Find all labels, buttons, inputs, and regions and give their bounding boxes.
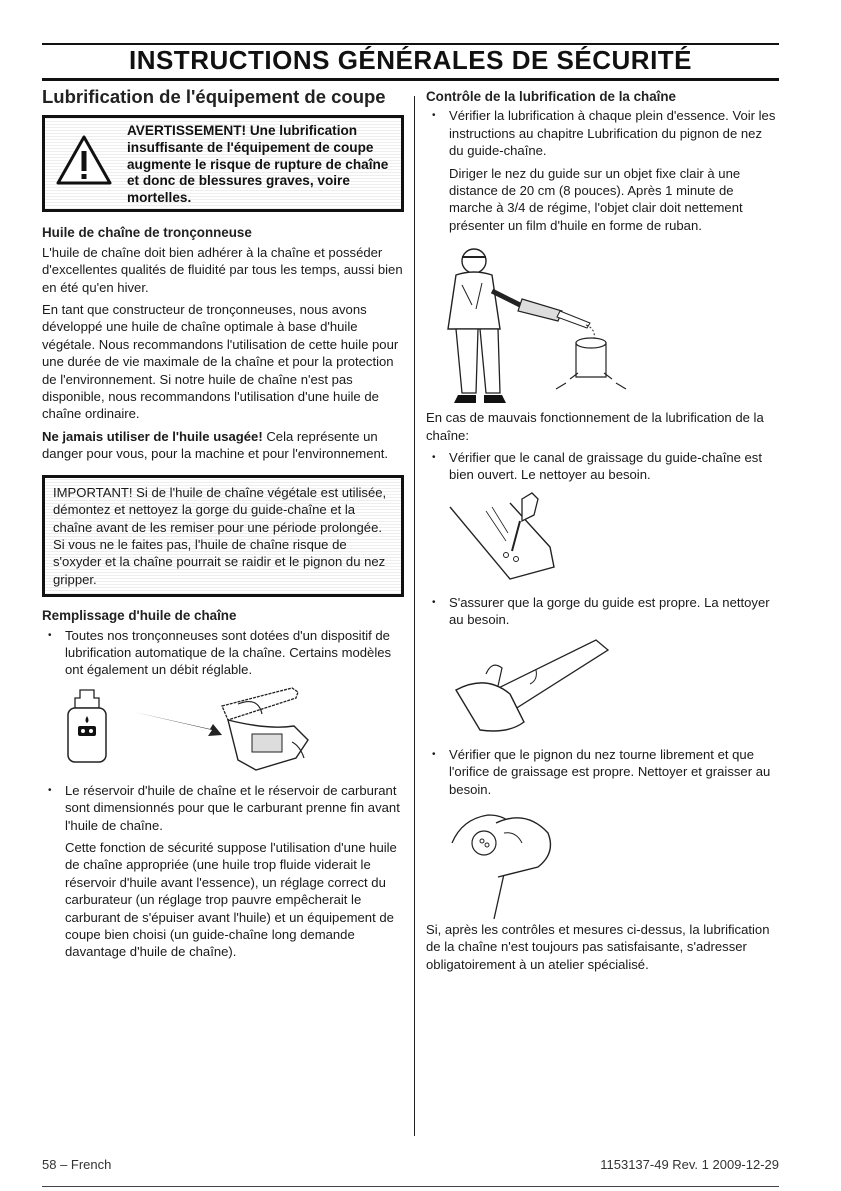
header-rule-bottom	[42, 78, 779, 81]
fill-bullet-2: • Le réservoir d'huile de chaîne et le réservoir de carburant sont dimensionnés pour que le carburant prenne fin avant l'huile de chaîne.	[42, 782, 404, 834]
right-column	[426, 88, 779, 978]
page-title: INSTRUCTIONS GÉNÉRALES DE SÉCURITÉ	[128, 45, 693, 75]
used-oil-paragraph	[42, 428, 404, 463]
check-heading: Contrôle de la lubrification de la chaîne	[426, 89, 677, 104]
canal-bullet: • Vérifier que le canal de graissage du guide-chaîne est bien ouvert. Le nettoyer au besoin.	[426, 449, 779, 484]
oil-paragraph-2: En tant que constructeur de tronçonneuses, nous avons développé une huile de chaîne optimale à base d'huile végétale. Nous recommandons l'utilisation de cette huile pour une durée de vie maximale de la chaîne et pour la protection de l'environnement. Si notre huile de chaîne n'est pas disponible, nous recommandons l'utilisation d'une huile de chaîne ordinaire.	[42, 302, 399, 422]
oil-can-icon	[68, 690, 106, 762]
warning-triangle-icon	[55, 134, 113, 186]
guide-groove-figure	[426, 634, 779, 746]
oil-fill-figure	[42, 684, 404, 782]
malfunction-text: En cas de mauvais fonctionnement de la lubrification de la chaîne:	[426, 410, 764, 443]
guide-canal-figure	[426, 489, 779, 594]
used-oil-warning: Ne jamais utiliser de l'huile usagée!	[42, 428, 263, 444]
fill-bullet-1: • Toutes nos tronçonneuses sont dotées d'un dispositif de lubrification automatique de la chaîne. Certains modèles ont également un débit réglable.	[42, 627, 404, 679]
closing-text: Si, après les contrôles et mesures ci-dessus, la lubrification de la chaîne n'est toujours pas satisfaisante, s'adresser obligatoirement à un atelier spécialisé.	[426, 921, 770, 972]
oil-heading: Huile de chaîne de tronçonneuse	[42, 225, 252, 241]
groove-bullet: • S'assurer que la gorge du guide est propre. La nettoyer au besoin.	[426, 594, 779, 629]
check-bullet-1: • Vérifier la lubrification à chaque plein d'essence. Voir les instructions au chapitre Lubrification du pignon de nez du guide-chaîne.	[426, 107, 779, 159]
nose-sprocket-figure	[426, 803, 779, 921]
oil-paragraph-1: L'huile de chaîne doit bien adhérer à la chaîne et posséder d'excellentes qualités de fluidité par tous les temps, aussi bien en été qu'en hiver.	[42, 244, 403, 295]
operator-chainsaw-figure	[426, 239, 779, 409]
used-oil-text: Cela représente un danger pour vous, pour la machine et pour l'environnement.	[42, 428, 389, 462]
warning-box	[42, 115, 404, 212]
page-number: 58 – French	[42, 1157, 112, 1172]
left-column	[42, 88, 404, 966]
warning-text: AVERTISSEMENT! Une lubrification insuffisante de l'équipement de coupe augmente le risque de rupture de chaîne et donc de blessures graves, voire mortelles.	[127, 123, 389, 205]
important-box: IMPORTANT! Si de l'huile de chaîne végétale est utilisée, démontez et nettoyez la gorge du guide-chaîne et la chaîne avant de les remiser pour une période prolongée. Si vous ne le faites pas, l'huile de chaîne risque de s'oxyder et la chaîne pourrait se raidir et le pignon du nez gripper.	[42, 475, 404, 597]
section-title: Lubrification de l'équipement de coupe	[42, 86, 386, 107]
document-reference: 1153137-49 Rev. 1 2009-12-29	[600, 1157, 779, 1172]
fill-heading: Remplissage d'huile de chaîne	[42, 608, 237, 624]
fill-bullet-2-paragraph: Cette fonction de sécurité suppose l'utilisation d'une huile de chaîne appropriée (une huile trop fluide viderait le réservoir d'huile avant l'essence), un réglage correct du carburateur (un réglage trop pauvre empêcherait le carburant de s'épuiser avant l'huile) et un équipement de coupe bien choisi (un guide-chaîne long demande davantage d'huile de chaîne).	[65, 839, 397, 960]
bottom-rule	[42, 1186, 779, 1187]
check-bullet-1-paragraph: Diriger le nez du guide sur un objet fixe clair à une distance de 20 cm (8 pouces). Après 1 minute de marche à 3/4 de régime, l'objet clair doit nettement présenter un film d'huile en forme de ruban.	[449, 165, 743, 233]
column-divider	[414, 96, 415, 1136]
sprocket-bullet: • Vérifier que le pignon du nez tourne librement et que l'orifice de graissage est propre. Nettoyer et graisser au besoin.	[426, 746, 779, 798]
